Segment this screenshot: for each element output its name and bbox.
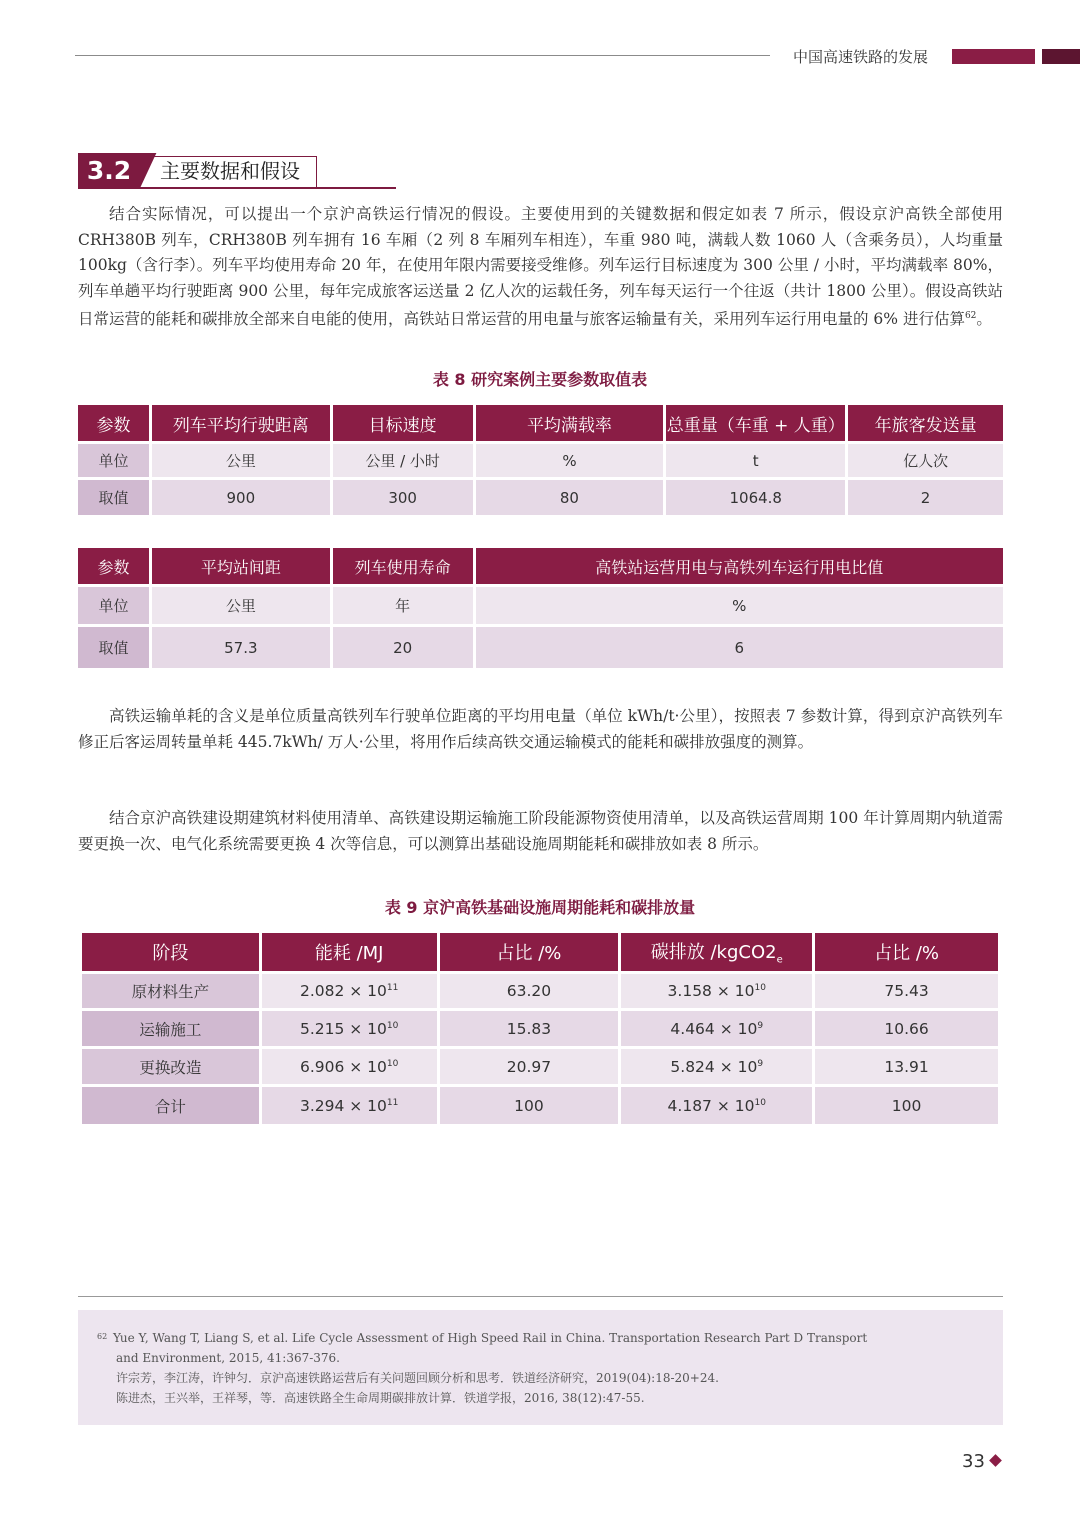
carbon-header-subscript: e: [776, 954, 783, 966]
paragraph-end: 。: [976, 310, 992, 329]
table-cell: 300: [333, 480, 473, 515]
table-row-label: 取值: [78, 627, 149, 668]
table-header-cell: 占比 /%: [815, 933, 998, 971]
table-header-cell: 平均满载率: [476, 405, 664, 441]
table8-part1: [75, 402, 1006, 518]
carbon-header-text: 碳排放 /kgCO2: [650, 942, 777, 964]
table-header-cell: 阶段: [82, 933, 259, 971]
footnote-line: 陈进杰，王兴举，王祥琴，等．高速铁路全生命周期碳排放计算．铁道学报，2016, 38(12):47-55.: [116, 1391, 645, 1405]
running-header-title: 中国高速铁路的发展: [793, 48, 929, 66]
table-cell: 公里 / 小时: [333, 444, 473, 477]
table-header-cell: 目标速度: [333, 405, 473, 441]
table-cell: 年: [333, 587, 473, 624]
table-header-cell: 参数: [78, 548, 149, 584]
header-accent-bar-dark: [1042, 49, 1080, 64]
footnote-line: Yue Y, Wang T, Liang S, et al. Life Cycle Assessment of High Speed Rail in China. Transportation Research Part D Transport: [113, 1331, 868, 1345]
table9: [79, 930, 1001, 1127]
table-cell: 公里: [152, 444, 330, 477]
table-row: [82, 1087, 998, 1124]
table-row-label: 单位: [78, 587, 149, 624]
table-cell: $5.824 \times 10^9$: [621, 1049, 812, 1084]
table-row: [82, 1049, 998, 1084]
table-cell: 75.43: [815, 974, 998, 1008]
table-cell: 1064.8: [666, 480, 845, 515]
table-cell: t: [666, 444, 845, 477]
table-cell: 63.20: [440, 974, 619, 1008]
table-cell: $6.906 \times 10^{10}$: [262, 1049, 437, 1084]
table-header-cell: 平均站间距: [152, 548, 330, 584]
table-cell: 100: [815, 1087, 998, 1124]
table-cell: 57.3: [152, 627, 330, 668]
paragraph-infrastructure: 结合京沪高铁建设期建筑材料使用清单、高铁建设期运输施工阶段能源物资使用清单，以及高铁运营周期 100 年计算周期内轨道需要更换一次、电气化系统需要更换 4 次等信息，可以测算出基础设施周期能耗和碳排放如表 8 所示。: [78, 809, 1003, 853]
table-cell: $4.187 \times 10^{10}$: [621, 1087, 812, 1124]
table-header-cell: 参数: [78, 405, 149, 441]
footnote-rule: [78, 1296, 1003, 1297]
table-header-cell: 高铁站运营用电与高铁列车运行用电比值: [476, 548, 1003, 584]
table9-caption: 表 9 京沪高铁基础设施周期能耗和碳排放量: [384, 898, 696, 917]
table-row-label: 原材料生产: [82, 974, 259, 1008]
table-cell: 100: [440, 1087, 619, 1124]
paragraph-unit-consumption: 高铁运输单耗的含义是单位质量高铁列车行驶单位距离的平均用电量（单位 kWh/t·公里），按照表 7 参数计算，得到京沪高铁列车修正后客运周转量单耗 445.7kWh/ 万人·公里，将用作后续高铁交通运输模式的能耗和碳排放强度的测算。: [78, 707, 1003, 751]
table-cell: %: [476, 444, 664, 477]
header-rule: [75, 55, 770, 56]
table8-part2: [75, 545, 1006, 671]
table-cell: 公里: [152, 587, 330, 624]
table-row: [82, 1011, 998, 1046]
table-header-row: [78, 548, 1003, 584]
table-cell: %: [476, 587, 1003, 624]
table-cell: 亿人次: [848, 444, 1003, 477]
page-number: 33: [962, 1451, 985, 1472]
table-cell: $4.464 \times 10^9$: [621, 1011, 812, 1046]
table-cell: 20.97: [440, 1049, 619, 1084]
table-row: [78, 587, 1003, 624]
table-header-cell: [621, 933, 812, 971]
section-underline: [140, 187, 396, 189]
table-header-cell: 占比 /%: [440, 933, 619, 971]
table-row: [82, 974, 998, 1008]
section-title: 主要数据和假设: [160, 159, 300, 183]
paragraph-text: 结合实际情况，可以提出一个京沪高铁运行情况的假设。主要使用到的关键数据和假定如表 7 所示，假设京沪高铁全部使用 CRH380B 列车，CRH380B 列车拥有 16 车厢（2 列 8 车厢列车相连），车重 980 吨，满载人数 1060 人（含乘务员），人均重量 100kg（含行李）。列车平均使用寿命 20 年，在使用年限内需要接受维修。列车运行目标速度为 300 公里 / 小时，平均满载率 80%，列车单趟平均行驶距离 900 公里，每年完成旅客运送量 2 亿人次的运载任务，列车每天运行一个往返（共计 1800 公里）。假设高铁站日常运营的能耗和碳排放全部来自电能的使用，高铁站日常运营的用电量与旅客运输量有关，采用列车运行用电量的 6% 进行估算: [78, 205, 1003, 329]
section-number: 3.2: [78, 153, 140, 189]
table-cell: 10.66: [815, 1011, 998, 1046]
table-cell: 15.83: [440, 1011, 619, 1046]
footnote-line: 许宗芳，李江涛，许钟匀．京沪高速铁路运营后有关问题回顾分析和思考．铁道经济研究，2019(04):18-20+24.: [116, 1371, 719, 1385]
table-cell: 13.91: [815, 1049, 998, 1084]
section-heading: [78, 153, 318, 189]
table-row-label: 取值: [78, 480, 149, 515]
footnote-number: 62: [97, 1332, 108, 1341]
table-header-cell: 列车平均行驶距离: [152, 405, 330, 441]
paragraph-assumptions: [78, 202, 1003, 333]
table-header-cell: 年旅客发送量: [848, 405, 1003, 441]
table-cell: $5.215 \times 10^{10}$: [262, 1011, 437, 1046]
header-accent-bar: [952, 49, 1035, 64]
table8-caption: 表 8 研究案例主要参数取值表: [432, 370, 648, 389]
page-number-diamond-icon: [989, 1454, 1002, 1467]
table-header-row: [78, 405, 1003, 441]
table-header-cell: 列车使用寿命: [333, 548, 473, 584]
table-cell: 2: [848, 480, 1003, 515]
table-header-cell: 能耗 /MJ: [262, 933, 437, 971]
table-header-cell: 总重量（车重 + 人重）: [666, 405, 845, 441]
table-cell: $2.082 \times 10^{11}$: [262, 974, 437, 1008]
table-row: [78, 627, 1003, 668]
footnote-line: and Environment, 2015, 41:367-376.: [116, 1351, 340, 1365]
table-cell: 80: [476, 480, 664, 515]
table-cell: $3.158 \times 10^{10}$: [621, 974, 812, 1008]
table-row-label: 合计: [82, 1087, 259, 1124]
table-cell: 900: [152, 480, 330, 515]
table-row: [78, 480, 1003, 515]
table-row: [78, 444, 1003, 477]
table-row-label: 单位: [78, 444, 149, 477]
footnote-ref[interactable]: 62: [964, 311, 977, 321]
table-row-label: 更换改造: [82, 1049, 259, 1084]
table-cell: $3.294 \times 10^{11}$: [262, 1087, 437, 1124]
table-row-label: 运输施工: [82, 1011, 259, 1046]
table-header-row: [82, 933, 998, 971]
table-cell: 20: [333, 627, 473, 668]
table-cell: 6: [476, 627, 1003, 668]
